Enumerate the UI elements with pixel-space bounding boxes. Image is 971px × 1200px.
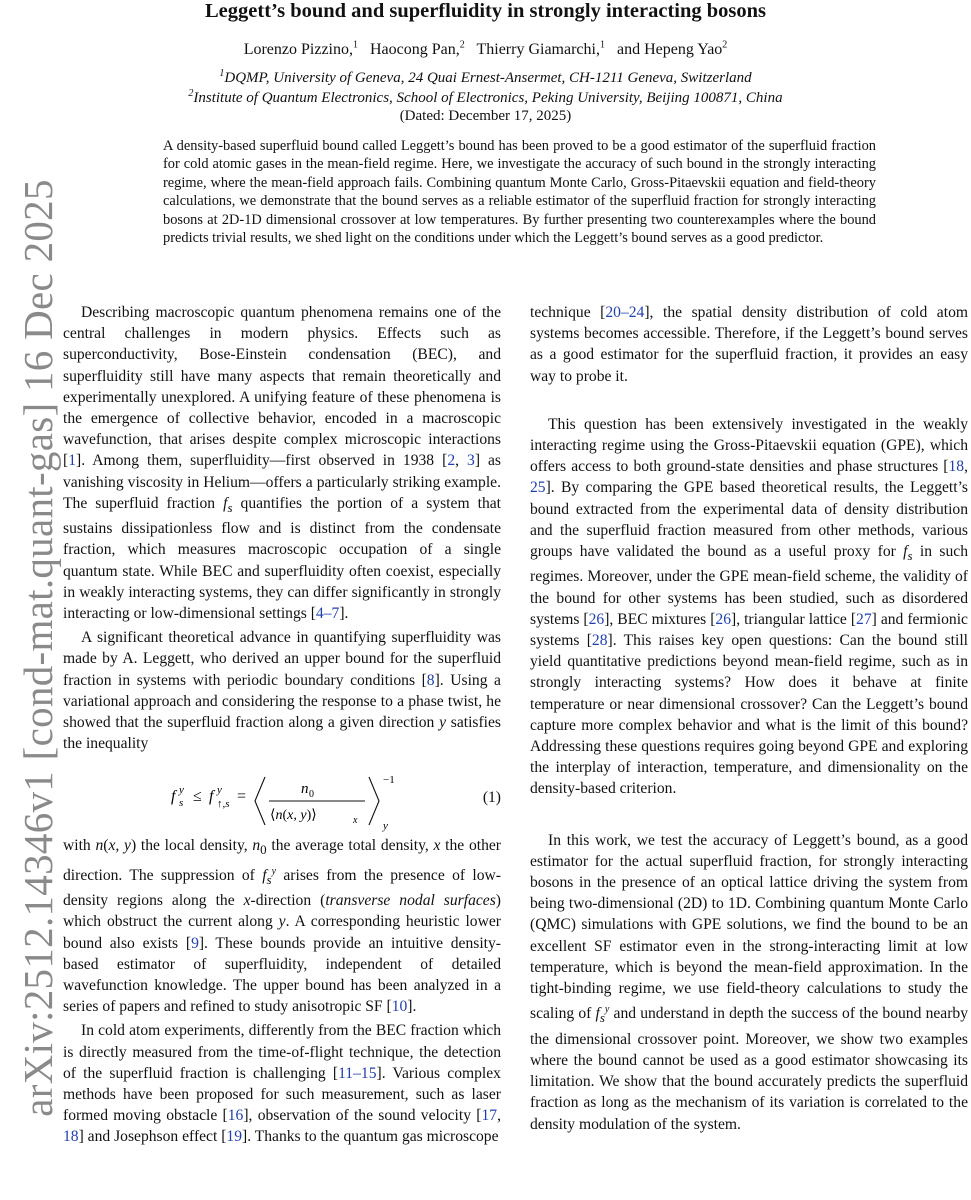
citation-link[interactable]: 27 [856, 610, 872, 628]
paragraph: Describing macroscopic quantum phenomena remains one of the central challenges in modern physics. Effects such as superconductivity, Bose-Einstein condensation (BEC), and superfluidity still have many aspects that remain theoretically and experimentally unexplored. A unifying feature of these phenomena is the emergence of collective behavior, encoded in a macroscopic wavefunction, that arises despite complex microscopic interactions [1]. Among them, superfluidity—first observed in 1938 [2, 3] as vanishing viscosity in Helium—offers a particularly striking example. The superfluid fraction $f_s$ quantifies the portion of a system that sustains dissipationless flow and is distinct from the condensate fraction, which measures macroscopic occupation of a single quantum state. While BEC and superfluidity often coexist, especially in weakly interacting systems, they can differ significantly in strongly interacting or low-dimensional settings [4–7]. [63, 304, 501, 622]
citation-link[interactable]: 19 [226, 1128, 242, 1146]
citation-link[interactable]: 20–24 [605, 304, 645, 321]
author: and Hepeng Yao$^2$ [616, 40, 728, 59]
citation-link[interactable]: 17 [481, 1107, 498, 1125]
citation-link[interactable]: 4–7 [315, 604, 340, 622]
leggett-bound-formula [171, 771, 431, 833]
citation-link[interactable]: 10 [391, 998, 408, 1016]
author: Lorenzo Pizzino,$^1$ [243, 40, 358, 59]
svg-text:s: s [179, 797, 184, 810]
author: Haocong Pan,$^2$ [369, 40, 465, 59]
svg-text:x: x [353, 815, 358, 827]
paragraph: with n(x, y) the local density, $n_0$ the average total density, x the other direction. The suppression of $f_s^y$ arises from the presence of low-density regions along the x-direction (transverse nodal surfaces) which obstruct the current along y. A corresponding heuristic lower bound also exists [9]. These bounds provide an intuitive density-based estimator of superfluidity, independent of detailed wavefunction knowledge. The upper bound has been analyzed in a series of papers and refined to study anisotropic SF [10]. [63, 837, 501, 1016]
author-list [0, 40, 971, 59]
svg-text:0: 0 [309, 789, 314, 801]
citation-link[interactable]: 26 [588, 610, 605, 628]
citation-link[interactable]: 28 [591, 631, 608, 649]
svg-text:y: y [383, 820, 388, 833]
svg-text:f: f [171, 788, 176, 806]
svg-text:f: f [209, 788, 214, 806]
citation-link[interactable]: 3 [467, 452, 475, 470]
date-line: (Dated: December 17, 2025) [399, 108, 572, 124]
citation-link[interactable]: 18 [948, 458, 965, 476]
affiliation-2: $^2$Institute of Quantum Electronics, School of Electronics, Peking University, Beijing 100871, China [188, 88, 783, 106]
citation-link[interactable]: 8 [426, 671, 435, 689]
svg-text:y: y [217, 784, 222, 797]
paragraph: technique [20–24], the spatial density distribution of cold atom systems becomes accessible. Therefore, if the Leggett’s bound serves as a good estimator for the superfluid fraction, it provides an easy way to probe it. [530, 304, 968, 385]
citation-link[interactable]: 9 [191, 934, 199, 952]
arxiv-identifier: arXiv:2512.14346v1 [cond-mat.quant-gas] 16 Dec 2025 [15, 179, 61, 1117]
svg-text:≤: ≤ [193, 788, 202, 806]
svg-text:y: y [179, 784, 184, 797]
citation-link[interactable]: 16 [227, 1107, 244, 1125]
paragraph: A significant theoretical advance in quantifying superfluidity was made by A. Leggett, who derived an upper bound for the superfluid fraction in systems with periodic boundary conditions [8]. Using a variational approach and considering the response to a phase twist, he showed that the superfluid fraction along a given direction y satisfies the inequality [63, 629, 501, 753]
citation-link[interactable]: 18 [63, 1128, 79, 1146]
svg-text:↑,s: ↑,s [217, 798, 230, 811]
citation-link[interactable]: 25 [530, 479, 546, 497]
paper-title: Leggett’s bound and superfluidity in strongly interacting bosons [205, 0, 766, 22]
paragraph: In cold atom experiments, differently from the BEC fraction which is directly measured from the time-of-flight technique, the detection of the superfluid fraction is challenging [11–15]. Various complex methods have been proposed for such measurement, such as laser formed moving obstacle [16], observation of the sound velocity [17, 18] and Josephson effect [19]. Thanks to the quantum gas microscope [63, 1022, 501, 1146]
svg-text:⟨n(x, y)⟩: ⟨n(x, y)⟩ [270, 808, 317, 824]
citation-link[interactable]: 11–15 [338, 1064, 377, 1082]
svg-text:n: n [301, 781, 309, 798]
equation-1 [63, 763, 501, 833]
citation-link[interactable]: 26 [715, 610, 731, 628]
author: Thierry Giamarchi,$^1$ [476, 40, 605, 59]
citation-link[interactable]: 1 [68, 452, 76, 470]
svg-text:=: = [237, 788, 247, 806]
paragraph: This question has been extensively investigated in the weakly interacting regime using the Gross-Pitaevskii equation (GPE), which offers access to both ground-state densities and phase structures [18, 25]. By comparing the GPE based theoretical results, the Leggett’s bound extracted from the experimental data of density distribution and the superfluid fraction measured from other methods, various groups have validated the bound as a useful proxy for $f_s$ in such regimes. Moreover, under the GPE mean-field scheme, the validity of the bound for other systems has been studied, such as disordered systems [26], BEC mixtures [26], triangular lattice [27] and fermionic systems [28]. This raises key open questions: Can the bound still yield quantitative predictions beyond mean-field regime, such as in strongly interacting systems? How does it behave at finite temperature or near dimensional crossover? Can the Leggett’s bound capture more complex behavior and what is the limit of this bound? Addressing these questions requires going beyond GPE and exploring the interplay of interaction, temperature, and dimensionality on the density-based criterion. [530, 415, 968, 798]
citation-link[interactable]: 2 [447, 452, 456, 470]
equation-number: (1) [482, 789, 501, 807]
paragraph: In this work, we test the accuracy of Leggett’s bound, as a good estimator for the actual superfluid fraction, for strongly interacting bosons in the presence of an optical lattice driving the system from being two-dimensional (2D) to 1D. Combining quantum Monte Carlo (QMC) simulations with GPE solutions, we find the bound to be an excellent SF estimator even in the strong-interacting limit at low temperature, which is beyond the mean-field approximation. In the tight-binding regime, we use field-theory calculations to study the scaling of $f_s^y$ and understand in depth the success of the bound nearby the dimensional crossover point. Moreover, we show two examples where the bound cannot be used as a good estimator showcasing its limitation. We show that the bound accurately predicts the superfluid fraction as long as the mechanism of its variation is correlated to the density modulation of the system. [530, 831, 968, 1133]
svg-text:−1: −1 [383, 774, 395, 787]
abstract: A density-based superfluid bound called Leggett’s bound has been proved to be a good estimator of the superfluid fraction for cold atomic gases in the mean-field regime. Here, we investigate the accuracy of such bound in the strongly interacting regime, where the mean-field approach fails. Combining quantum Monte Carlo, Gross-Pitaevskii equation and field-theory calculations, we demonstrate that the bound serves as a reliable estimator of the superfluid fraction for strongly interacting bosons at 2D-1D dimensional crossover at low temperatures. By further presenting two counterexamples where the bound predicts trivial results, we shed light on the conditions under which the Leggett’s bound serves as a good predictor. [163, 138, 876, 247]
affiliation-1: $^1$DQMP, University of Geneva, 24 Quai Ernest-Ansermet, CH-1211 Geneva, Switzerland [219, 68, 752, 86]
right-column [530, 302, 968, 1135]
left-column [63, 302, 501, 1148]
